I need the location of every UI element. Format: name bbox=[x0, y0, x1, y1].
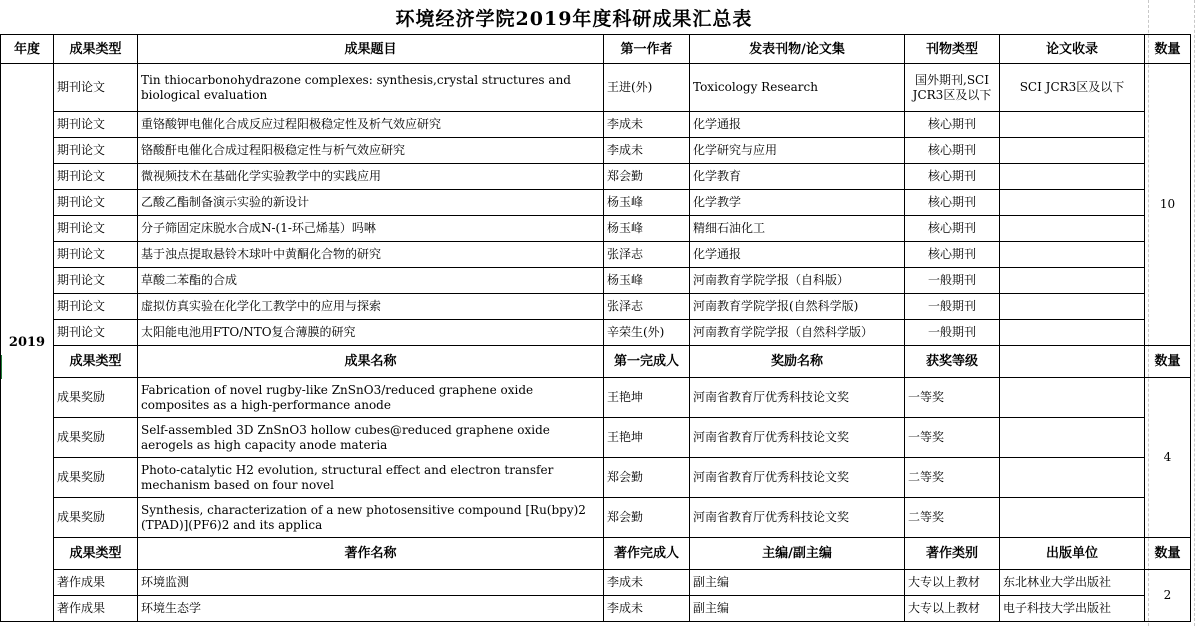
table-row bbox=[1, 596, 1191, 622]
cell-author[interactable]: 杨玉峰 bbox=[604, 268, 690, 294]
book-cell-name[interactable]: 环境监测 bbox=[138, 570, 604, 596]
awards-header-type[interactable]: 成果类型 bbox=[54, 346, 138, 378]
cell-title[interactable]: 铬酸酐电催化合成过程阳极稳定性与析气效应研究 bbox=[138, 138, 604, 164]
cell-journal[interactable]: 精细石油化工 bbox=[690, 216, 905, 242]
cell-journal[interactable]: 化学通报 bbox=[690, 242, 905, 268]
cell-title[interactable]: 基于浊点提取悬铃木球叶中黄酮化合物的研究 bbox=[138, 242, 604, 268]
cell-type[interactable]: 期刊论文 bbox=[54, 242, 138, 268]
award-cell-empty[interactable] bbox=[1000, 378, 1145, 418]
cell-journal[interactable]: 化学通报 bbox=[690, 112, 905, 138]
award-cell-level[interactable]: 一等奖 bbox=[905, 418, 1000, 458]
sheet-title: 环境经济学院2019年度科研成果汇总表 bbox=[395, 7, 753, 30]
awards-header-empty[interactable] bbox=[1000, 346, 1145, 378]
awards-header-count[interactable]: 数量 bbox=[1145, 346, 1191, 378]
award-cell-name[interactable]: Self-assembled 3D ZnSnO3 hollow cubes@reduced graphene oxide aerogels as high capacity anode materia bbox=[138, 418, 604, 458]
cell-journal-type[interactable]: 核心期刊 bbox=[905, 216, 1000, 242]
cell-journal-type[interactable]: 一般期刊 bbox=[905, 294, 1000, 320]
award-cell-empty[interactable] bbox=[1000, 498, 1145, 538]
cell-title[interactable]: 虚拟仿真实验在化学化工教学中的应用与探索 bbox=[138, 294, 604, 320]
books-header-person[interactable]: 著作完成人 bbox=[604, 538, 690, 570]
table-row bbox=[1, 216, 1191, 242]
award-cell-award[interactable]: 河南省教育厅优秀科技论文奖 bbox=[690, 458, 905, 498]
award-cell-name[interactable]: Synthesis, characterization of a new photosensitive compound [Ru(bpy)2 (TPAD)](PF6)2 and its applica bbox=[138, 498, 604, 538]
award-cell-award[interactable]: 河南省教育厅优秀科技论文奖 bbox=[690, 418, 905, 458]
award-cell-person[interactable]: 郑会勤 bbox=[604, 498, 690, 538]
books-header-role[interactable]: 主编/副主编 bbox=[690, 538, 905, 570]
cell-journal[interactable]: Toxicology Research bbox=[690, 64, 905, 112]
cell-journal-type[interactable]: 一般期刊 bbox=[905, 268, 1000, 294]
books-header-publisher[interactable]: 出版单位 bbox=[1000, 538, 1145, 570]
year-cell[interactable]: 2019 bbox=[1, 64, 54, 622]
award-cell-level[interactable]: 二等奖 bbox=[905, 498, 1000, 538]
awards-count-cell[interactable]: 4 bbox=[1145, 378, 1191, 538]
award-cell-empty[interactable] bbox=[1000, 418, 1145, 458]
books-header-type[interactable]: 成果类型 bbox=[54, 538, 138, 570]
cell-author[interactable]: 张泽志 bbox=[604, 242, 690, 268]
books-count-cell[interactable]: 2 bbox=[1145, 570, 1191, 622]
cell-title[interactable]: 太阳能电池用FTO/NTO复合薄膜的研究 bbox=[138, 320, 604, 346]
cell-type[interactable]: 期刊论文 bbox=[54, 112, 138, 138]
cell-author[interactable]: 李成未 bbox=[604, 138, 690, 164]
book-cell-role[interactable]: 副主编 bbox=[690, 596, 905, 622]
header-year[interactable]: 年度 bbox=[1, 35, 54, 64]
cell-journal-type[interactable]: 核心期刊 bbox=[905, 112, 1000, 138]
cell-author[interactable]: 王进(外) bbox=[604, 64, 690, 112]
cell-journal-type[interactable]: 核心期刊 bbox=[905, 138, 1000, 164]
cell-author[interactable]: 郑会勤 bbox=[604, 164, 690, 190]
cell-author[interactable]: 杨玉峰 bbox=[604, 190, 690, 216]
cell-indexing[interactable] bbox=[1000, 268, 1145, 294]
cell-title[interactable]: 草酸二苯酯的合成 bbox=[138, 268, 604, 294]
cell-journal[interactable]: 河南教育学院学报(自然科学版) bbox=[690, 294, 905, 320]
cell-journal-type[interactable]: 国外期刊,SCI JCR3区及以下 bbox=[905, 64, 1000, 112]
awards-header-award[interactable]: 奖励名称 bbox=[690, 346, 905, 378]
table-row bbox=[1, 64, 1191, 112]
cell-indexing[interactable] bbox=[1000, 138, 1145, 164]
award-cell-level[interactable]: 二等奖 bbox=[905, 458, 1000, 498]
book-cell-category[interactable]: 大专以上教材 bbox=[905, 570, 1000, 596]
cell-journal[interactable]: 化学教育 bbox=[690, 164, 905, 190]
cell-author[interactable]: 张泽志 bbox=[604, 294, 690, 320]
cell-type[interactable]: 期刊论文 bbox=[54, 216, 138, 242]
book-cell-category[interactable]: 大专以上教材 bbox=[905, 596, 1000, 622]
book-cell-role[interactable]: 副主编 bbox=[690, 570, 905, 596]
table-row bbox=[1, 498, 1191, 538]
cell-indexing[interactable] bbox=[1000, 294, 1145, 320]
table-row bbox=[1, 268, 1191, 294]
award-cell-name[interactable]: Fabrication of novel rugby-like ZnSnO3/reduced graphene oxide composites as a high-performance anode bbox=[138, 378, 604, 418]
cell-indexing[interactable] bbox=[1000, 242, 1145, 268]
table-row bbox=[1, 112, 1191, 138]
cell-journal[interactable]: 河南教育学院学报（自然科学版） bbox=[690, 320, 905, 346]
cell-indexing[interactable] bbox=[1000, 164, 1145, 190]
cell-indexing[interactable] bbox=[1000, 190, 1145, 216]
award-cell-person[interactable]: 王艳坤 bbox=[604, 378, 690, 418]
cell-type[interactable]: 期刊论文 bbox=[54, 64, 138, 112]
header-indexing[interactable]: 论文收录 bbox=[1000, 35, 1145, 64]
award-cell-person[interactable]: 郑会勤 bbox=[604, 458, 690, 498]
award-cell-type[interactable]: 成果奖励 bbox=[54, 378, 138, 418]
cell-indexing[interactable] bbox=[1000, 320, 1145, 346]
book-cell-type[interactable]: 著作成果 bbox=[54, 570, 138, 596]
cell-title[interactable]: 乙酸乙酯制备演示实验的新设计 bbox=[138, 190, 604, 216]
awards-header-level[interactable]: 获奖等级 bbox=[905, 346, 1000, 378]
books-header-row bbox=[1, 538, 1191, 570]
achievements-table bbox=[0, 34, 1191, 622]
books-header-name[interactable]: 著作名称 bbox=[138, 538, 604, 570]
cell-journal-type[interactable]: 一般期刊 bbox=[905, 320, 1000, 346]
header-count[interactable]: 数量 bbox=[1145, 35, 1191, 64]
book-cell-publisher[interactable]: 东北林业大学出版社 bbox=[1000, 570, 1145, 596]
award-cell-type[interactable]: 成果奖励 bbox=[54, 498, 138, 538]
book-cell-person[interactable]: 李成未 bbox=[604, 570, 690, 596]
cell-journal[interactable]: 化学教学 bbox=[690, 190, 905, 216]
cell-title[interactable]: 分子筛固定床脱水合成N-(1-环己烯基）吗啉 bbox=[138, 216, 604, 242]
awards-header-name[interactable]: 成果名称 bbox=[138, 346, 604, 378]
table-row bbox=[1, 320, 1191, 346]
book-cell-name[interactable]: 环境生态学 bbox=[138, 596, 604, 622]
book-cell-type[interactable]: 著作成果 bbox=[54, 596, 138, 622]
cell-type[interactable]: 期刊论文 bbox=[54, 294, 138, 320]
award-cell-empty[interactable] bbox=[1000, 458, 1145, 498]
header-type[interactable]: 成果类型 bbox=[54, 35, 138, 64]
cell-journal[interactable]: 化学研究与应用 bbox=[690, 138, 905, 164]
header-journal-type[interactable]: 刊物类型 bbox=[905, 35, 1000, 64]
cell-type[interactable]: 期刊论文 bbox=[54, 268, 138, 294]
award-cell-type[interactable]: 成果奖励 bbox=[54, 458, 138, 498]
cell-journal-type[interactable]: 核心期刊 bbox=[905, 164, 1000, 190]
award-cell-award[interactable]: 河南省教育厅优秀科技论文奖 bbox=[690, 498, 905, 538]
award-cell-award[interactable]: 河南省教育厅优秀科技论文奖 bbox=[690, 378, 905, 418]
cell-indexing[interactable]: SCI JCR3区及以下 bbox=[1000, 64, 1145, 112]
header-journal[interactable]: 发表刊物/论文集 bbox=[690, 35, 905, 64]
table-row bbox=[1, 418, 1191, 458]
cell-type[interactable]: 期刊论文 bbox=[54, 320, 138, 346]
table-row bbox=[1, 378, 1191, 418]
cell-indexing[interactable] bbox=[1000, 216, 1145, 242]
table-row bbox=[1, 138, 1191, 164]
cell-journal[interactable]: 河南教育学院学报（自科版） bbox=[690, 268, 905, 294]
sheet-gridline bbox=[1194, 0, 1195, 626]
book-cell-publisher[interactable]: 电子科技大学出版社 bbox=[1000, 596, 1145, 622]
papers-header-row bbox=[1, 35, 1191, 64]
table-row bbox=[1, 164, 1191, 190]
awards-header-person[interactable]: 第一完成人 bbox=[604, 346, 690, 378]
cell-title[interactable]: 重铬酸钾电催化合成反应过程阳极稳定性及析气效应研究 bbox=[138, 112, 604, 138]
cell-author[interactable]: 杨玉峰 bbox=[604, 216, 690, 242]
cell-journal-type[interactable]: 核心期刊 bbox=[905, 190, 1000, 216]
award-cell-level[interactable]: 一等奖 bbox=[905, 378, 1000, 418]
table-row bbox=[1, 190, 1191, 216]
cell-title[interactable]: 微视频技术在基础化学实验教学中的实践应用 bbox=[138, 164, 604, 190]
table-row bbox=[1, 458, 1191, 498]
cell-author[interactable]: 李成未 bbox=[604, 112, 690, 138]
awards-header-row bbox=[1, 346, 1191, 378]
header-title[interactable]: 成果题目 bbox=[138, 35, 604, 64]
header-first-author[interactable]: 第一作者 bbox=[604, 35, 690, 64]
cell-journal-type[interactable]: 核心期刊 bbox=[905, 242, 1000, 268]
cell-type[interactable]: 期刊论文 bbox=[54, 164, 138, 190]
award-cell-name[interactable]: Photo-catalytic H2 evolution, structural effect and electron transfer mechanism based on four novel bbox=[138, 458, 604, 498]
book-cell-person[interactable]: 李成未 bbox=[604, 596, 690, 622]
table-row bbox=[1, 242, 1191, 268]
cell-type[interactable]: 期刊论文 bbox=[54, 190, 138, 216]
award-cell-type[interactable]: 成果奖励 bbox=[54, 418, 138, 458]
papers-count-cell[interactable]: 10 bbox=[1145, 64, 1191, 346]
books-header-count[interactable]: 数量 bbox=[1145, 538, 1191, 570]
table-row bbox=[1, 294, 1191, 320]
books-header-category[interactable]: 著作类别 bbox=[905, 538, 1000, 570]
cell-indexing[interactable] bbox=[1000, 112, 1145, 138]
award-cell-person[interactable]: 王艳坤 bbox=[604, 418, 690, 458]
cell-type[interactable]: 期刊论文 bbox=[54, 138, 138, 164]
cell-title[interactable]: Tin thiocarbonohydrazone complexes: synthesis,crystal structures and biological evaluation bbox=[138, 64, 604, 112]
cell-author[interactable]: 辛荣生(外) bbox=[604, 320, 690, 346]
table-body bbox=[1, 35, 1191, 622]
table-row bbox=[1, 570, 1191, 596]
